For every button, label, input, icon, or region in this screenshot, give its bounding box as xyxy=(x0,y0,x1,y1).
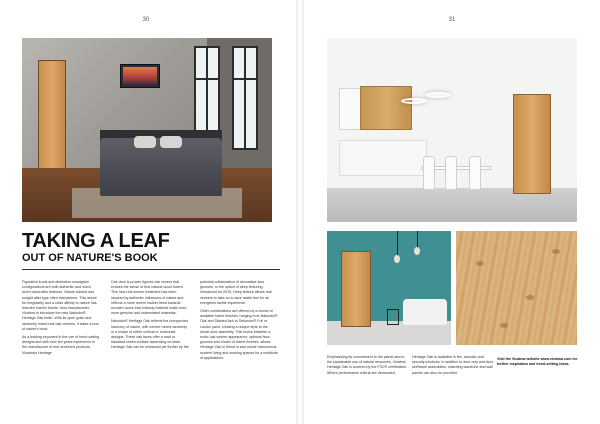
oak-door-image xyxy=(513,94,551,194)
spine-gutter xyxy=(296,0,304,424)
oak-cabinet-image xyxy=(360,86,412,130)
right-body-column-1: Emphasising its commitment to the planet and to the sustainable use of natural resources, Vicaima Heritage Oak is covered by the FSC® certification. Where performance criteria are demanded, xyxy=(327,355,408,375)
page-number-right: 31 xyxy=(448,17,456,23)
paragraph: Other combinations are offered by a choice of available frame finishes, ranging from Naturdor® Oak and Stained Ash to Dekordor® Foil or Lacdor paint, creating a unique style to the whole door assembly. This fusion between a rustic oak veneer appearance, optional face grooves and choice of frame finishes, allows Heritage Oak to blend in and create harmonious modern living and working spaces for a multitude of applications. xyxy=(200,309,278,360)
subheadline: OUT OF NATURE'S BOOK xyxy=(22,252,158,264)
body-column-1 xyxy=(22,280,100,359)
paragraph: Oak door is proven figured oak veneer that echoes the sense of true natural wood lovers. This new real veneer treatment has been inspired by authentic influences of nature and reflects a more recent market trend towards wooden doors that embody material made from more genuine and understated materials. xyxy=(111,280,187,316)
body-column-2 xyxy=(111,280,189,354)
oak-door-image xyxy=(38,60,66,172)
kitchen-photo xyxy=(327,38,577,222)
wood-grain-photo xyxy=(456,231,577,345)
bedroom-photo xyxy=(22,38,272,222)
paragraph: As a leading exponent in the use of trend-setting designs and with over ten years experience in the manufacture of real veneered products, Vicaima's Heritage xyxy=(22,335,100,355)
right-body-column-2: Heritage Oak is available in fire, acoustic and security solutions. In addition to door only and door set/frame assemblies, matching wardrobe and wall panels can also be provided. xyxy=(412,355,494,375)
website-callout: Visit the Vicaima website www.vicaima.com for further inspiration and trend-setting ideas. xyxy=(497,357,578,367)
paragraph: Figurative knots and distinctive woodgrain configurations are both authentic and much loved decorative features. Nature adored and sought after type often everywhere. This desire for irregularity and a close affinity to nature has directed interior trends: door manufacturer, Vicaima to introduce the new Naturdor® Heritage Oak finish. With its open grain and randomly mixed real oak veneers, it takes a look of nature's book. xyxy=(22,280,99,331)
heading-rule xyxy=(22,269,280,270)
oak-door-image xyxy=(341,251,371,327)
body-column-3 xyxy=(200,280,278,364)
page-number-left: 30 xyxy=(142,17,150,23)
sofa-image xyxy=(403,299,447,325)
paragraph: potential collaboration of decorative face grooves, or the option of deep texturing. Introduced for 2019, Deep texture allows real veneers to take on a more tactile feel for an evergreen tactile experience. xyxy=(200,280,272,305)
wall-tv-image xyxy=(120,64,160,88)
headline: TAKING A LEAF xyxy=(22,230,170,252)
paragraph: Naturdor® Heritage Oak reflects the unexpected harmony of nature, with veneer mixed randomly in a choice of either vertical or horizontal designs. These oak faces offer a matt or standard sheen surface depending on taste. Heritage Oak can be enhanced yet further by the xyxy=(111,319,189,350)
teal-room-photo xyxy=(327,231,451,345)
